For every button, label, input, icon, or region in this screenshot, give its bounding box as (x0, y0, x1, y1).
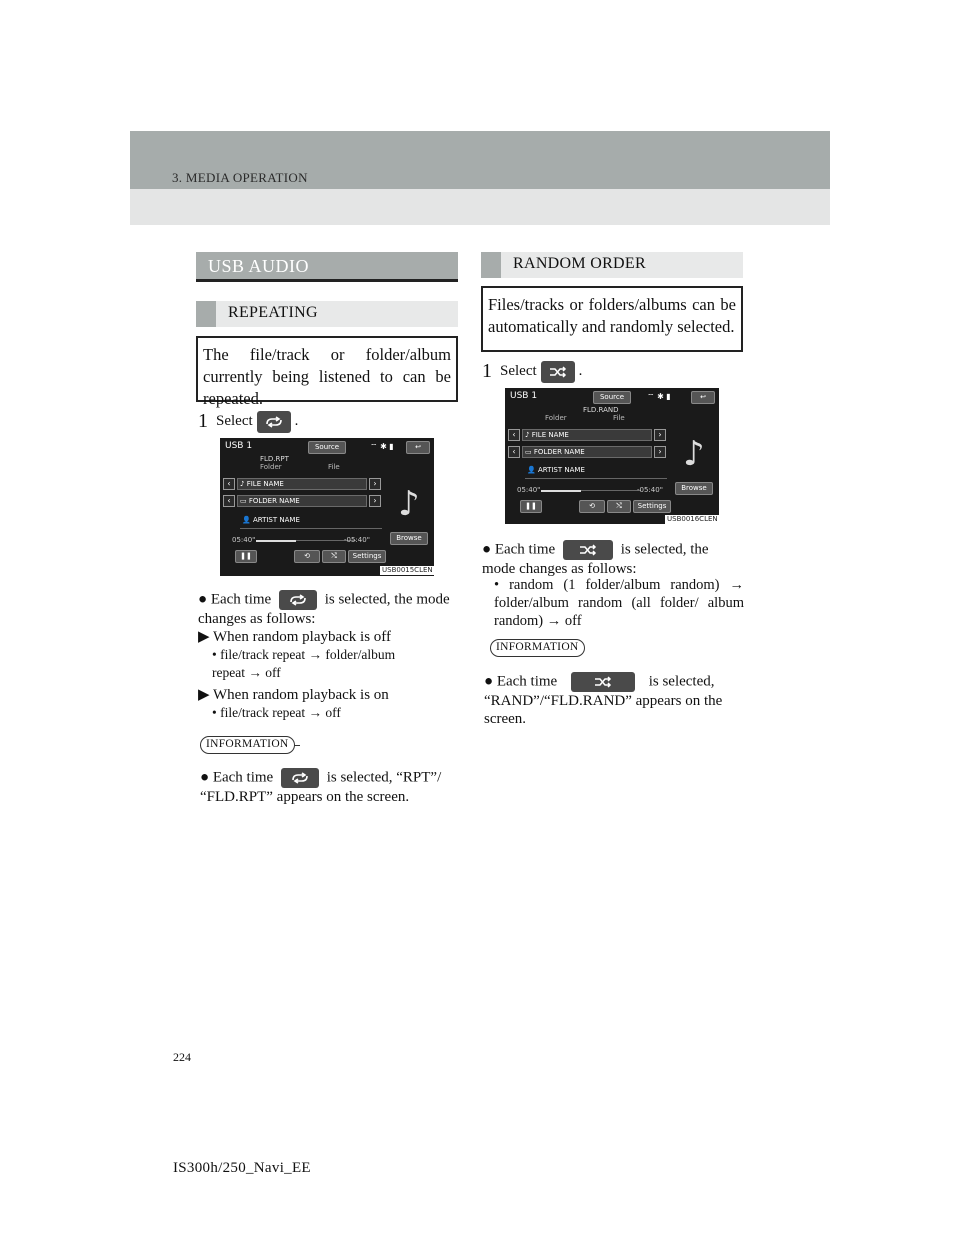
time-remaining: -05:40" (344, 536, 370, 544)
prev-folder-button[interactable]: ‹ (223, 495, 235, 507)
prev-file-button[interactable]: ‹ (223, 478, 235, 490)
progress-track[interactable] (581, 490, 641, 491)
settings-button[interactable]: Settings (633, 500, 671, 513)
shuffle-button-icon (563, 540, 613, 560)
usb-screen-random (505, 388, 719, 524)
next-folder-button[interactable]: › (369, 495, 381, 507)
back-button[interactable]: ↩ (406, 441, 430, 454)
folder-tab[interactable]: Folder (260, 463, 282, 471)
section-header: 3. MEDIA OPERATION (172, 170, 308, 185)
next-file-button[interactable]: › (369, 478, 381, 490)
intro-text: Files/tracks or folders/albums can be automatically and randomly selected. (488, 295, 736, 336)
information-label: INFORMATION (200, 736, 295, 754)
information-label: INFORMATION (490, 639, 585, 657)
prev-file-button[interactable]: ‹ (508, 429, 520, 441)
settings-button[interactable]: Settings (348, 550, 386, 563)
time-elapsed: 05:40" (517, 486, 541, 494)
screen-title: USB 1 (225, 441, 253, 451)
section-title (196, 252, 458, 282)
file-tab[interactable]: File (613, 414, 625, 422)
intro-box (196, 336, 458, 408)
random-detail: • random (1 folder/album random) → folder/album random (all folder/ album random) → off (494, 577, 744, 629)
random-on-detail: • file/track repeat → off (212, 705, 341, 720)
folder-name: ▭ FOLDER NAME (240, 497, 300, 505)
information-note: ● Each time is selected, “RPT”/ “FLD.RPT” appears on the screen. (200, 769, 442, 805)
time-elapsed: 05:40" (232, 536, 256, 544)
browse-button[interactable]: Browse (675, 482, 713, 495)
screen-title: USB 1 (510, 391, 538, 401)
step-text: Select (500, 363, 537, 379)
step-text: Select (216, 413, 253, 429)
mode-label: FLD.RPT (260, 455, 289, 463)
each-time-note: ● Each time is selected, the mode changes as follows: (482, 541, 709, 577)
progress-fill (256, 540, 296, 542)
image-code: USB0016CLEN (667, 515, 718, 523)
intro-box (481, 286, 743, 352)
repeat-button-icon (279, 590, 317, 610)
progress-fill (541, 490, 581, 492)
information-note: ● Each time is selected, “RAND”/“FLD.RAND” appears on the screen. (484, 673, 723, 727)
section-title-text: USB AUDIO (208, 256, 310, 276)
random-on-heading: ▶ When random playback is on (198, 687, 389, 703)
each-time-note: ● Each time is selected, the mode changes as follows: (198, 591, 450, 627)
repeat-button[interactable]: ⟲ (294, 550, 320, 563)
next-file-button[interactable]: › (654, 429, 666, 441)
random-off-heading: ▶ When random playback is off (198, 629, 392, 645)
step-1: 1 Select . (198, 410, 299, 432)
repeat-button-icon (281, 768, 319, 788)
file-name: ♪ FILE NAME (525, 431, 569, 439)
subsection-repeating (196, 301, 458, 327)
random-off-detail: • file/track repeat → folder/album repeat → off (212, 647, 396, 680)
page-number: 224 (173, 1050, 191, 1064)
shuffle-button[interactable]: ⤭ (607, 500, 631, 513)
artist-name: 👤 ARTIST NAME (527, 466, 585, 474)
repeat-button[interactable]: ⟲ (579, 500, 605, 513)
pause-button[interactable]: ❚❚ (520, 500, 542, 513)
mode-label: FLD.RAND (583, 406, 619, 414)
usb-screen-repeat (220, 438, 434, 576)
step-number: 1 (198, 410, 208, 432)
subsection-title: RANDOM ORDER (513, 255, 646, 272)
pause-button[interactable]: ❚❚ (235, 550, 257, 563)
image-code: USB0015CLEN (382, 566, 433, 574)
repeat-button-icon (257, 411, 291, 433)
intro-text: The file/track or folder/album currently being listened to can be repeated. (203, 345, 451, 408)
music-note-icon: ♪ (683, 434, 705, 474)
file-tab[interactable]: File (328, 463, 340, 471)
back-button[interactable]: ↩ (691, 391, 715, 404)
source-button[interactable]: Source (593, 391, 631, 404)
shuffle-button-icon (571, 672, 635, 692)
status-icons: ⌔ ✱ ▮ (370, 442, 394, 451)
folder-tab[interactable]: Folder (545, 414, 567, 422)
source-button[interactable]: Source (308, 441, 346, 454)
music-note-icon: ♪ (398, 484, 420, 524)
time-remaining: -05:40" (637, 486, 663, 494)
artist-name: 👤 ARTIST NAME (242, 516, 300, 524)
shuffle-button[interactable]: ⤭ (322, 550, 346, 563)
next-folder-button[interactable]: › (654, 446, 666, 458)
step-number: 1 (482, 360, 492, 382)
subsection-random (481, 252, 743, 278)
folder-name: ▭ FOLDER NAME (525, 448, 585, 456)
status-icons: ⌔ ✱ ▮ (647, 392, 671, 401)
prev-folder-button[interactable]: ‹ (508, 446, 520, 458)
browse-button[interactable]: Browse (390, 532, 428, 545)
step-1: 1 Select . (482, 360, 583, 382)
footer-model: IS300h/250_Navi_EE (173, 1160, 311, 1176)
shuffle-button-icon (541, 361, 575, 383)
file-name: ♪ FILE NAME (240, 480, 284, 488)
subsection-title: REPEATING (228, 304, 318, 321)
